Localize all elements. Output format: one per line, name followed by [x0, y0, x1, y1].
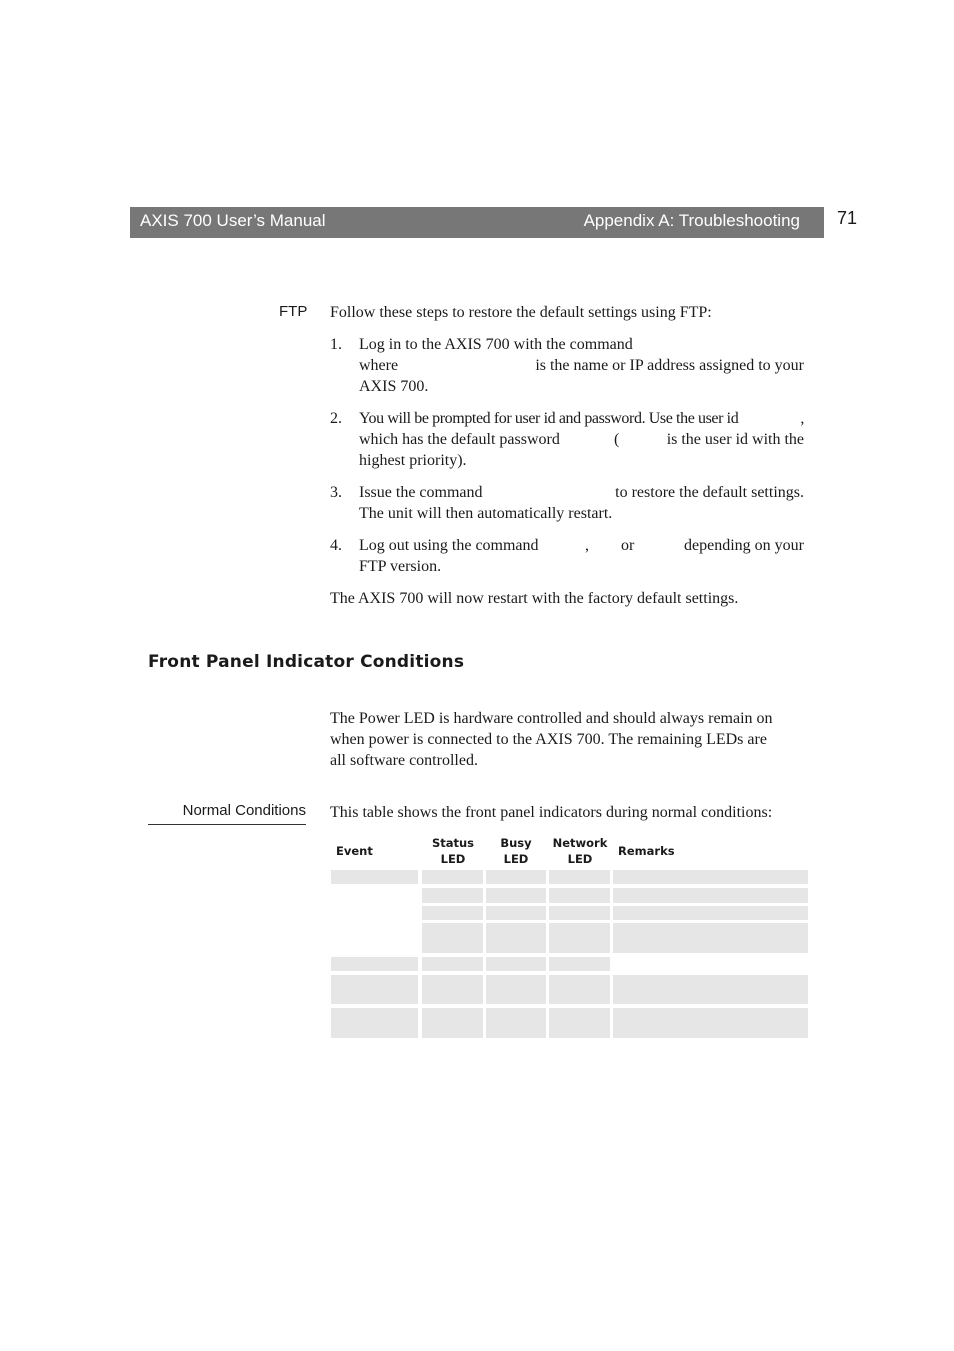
step-text: Issue the command [359, 484, 483, 501]
step-line: FTP version. [359, 558, 442, 575]
step-line: AXIS 700. [359, 378, 429, 395]
table-cell [549, 1008, 610, 1038]
step-text: is the name or IP address assigned to your [535, 357, 804, 374]
step-number: 1. [330, 336, 342, 353]
table-cell [613, 906, 808, 920]
table-cell [549, 923, 610, 953]
step-text: to restore the default settings. [615, 484, 804, 501]
table-cell [331, 870, 418, 884]
table-cell [486, 906, 546, 920]
step-text: ( [614, 431, 620, 448]
table-cell [549, 906, 610, 920]
header-line: LED [440, 852, 466, 866]
col-header-event: Event [336, 844, 373, 858]
ftp-intro: Follow these steps to restore the default settings using FTP: [330, 304, 712, 321]
chapter-title: Appendix A: Troubleshooting [583, 211, 800, 230]
col-header-network [549, 835, 611, 867]
step-line: highest priority). [359, 452, 467, 469]
table-cell [613, 923, 808, 953]
table-cell [422, 1008, 483, 1038]
step-3 [330, 482, 804, 526]
step-line: The unit will then automatically restart. [359, 505, 613, 522]
step-text: depending on your [684, 537, 804, 554]
table-cell [422, 975, 483, 1004]
table-cell [486, 975, 546, 1004]
step-text: , [800, 410, 804, 427]
header-line: Status [431, 836, 475, 850]
step-line: Log in to the AXIS 700 with the command [359, 336, 633, 353]
step-text: where [359, 357, 399, 374]
normal-conditions-label: Normal Conditions [148, 802, 306, 825]
page-number: 71 [837, 208, 858, 228]
table-cell [549, 870, 610, 884]
step-4 [330, 535, 804, 579]
col-header-status [422, 835, 484, 867]
header-line: Busy [500, 836, 532, 850]
col-header-remarks: Remarks [618, 844, 675, 858]
step-text: , [585, 537, 589, 554]
step-1 [330, 334, 804, 400]
paragraph-line: all software controlled. [330, 752, 478, 769]
running-header [130, 207, 824, 238]
step-text: or [621, 537, 635, 554]
table-cell [422, 923, 483, 953]
table-cell [486, 888, 546, 903]
step-number: 4. [330, 537, 342, 554]
step-number: 3. [330, 484, 342, 501]
table-cell [549, 975, 610, 1004]
table-cell [422, 888, 483, 903]
header-line: LED [567, 852, 593, 866]
paragraph-line: when power is connected to the AXIS 700. The remaining LEDs are [330, 731, 767, 748]
table-cell [613, 888, 808, 903]
step-number: 2. [330, 410, 342, 427]
table-cell [422, 906, 483, 920]
paragraph-line: The Power LED is hardware controlled and should always remain on [330, 710, 773, 727]
ftp-closing: The AXIS 700 will now restart with the factory default settings. [330, 590, 739, 607]
manual-title: AXIS 700 User’s Manual [140, 211, 326, 230]
step-text: You will be prompted for user id and password. Use the user id [359, 410, 739, 427]
power-led-paragraph [330, 708, 804, 771]
table-cell [486, 870, 546, 884]
step-text: is the user id with the [666, 431, 804, 448]
header-line: Network [552, 836, 608, 850]
step-2 [330, 408, 804, 474]
table-cell [422, 957, 483, 971]
step-text: Log out using the command [359, 537, 539, 554]
table-cell [422, 870, 483, 884]
table-cell [486, 957, 546, 971]
ftp-side-label: FTP [279, 303, 308, 320]
table-cell [331, 1008, 418, 1038]
normal-conditions-intro: This table shows the front panel indicators during normal conditions: [330, 804, 773, 821]
table-cell [549, 957, 610, 971]
table-cell [486, 923, 546, 953]
table-cell [549, 888, 610, 903]
table-cell [613, 975, 808, 1004]
table-cell [613, 1008, 808, 1038]
table-cell [331, 957, 418, 971]
table-cell [613, 870, 808, 884]
section-heading: Front Panel Indicator Conditions [148, 652, 465, 672]
table-cell [331, 975, 418, 1004]
col-header-busy [485, 835, 547, 867]
header-line: LED [503, 852, 529, 866]
table-cell [486, 1008, 546, 1038]
step-text: which has the default password [359, 431, 560, 448]
